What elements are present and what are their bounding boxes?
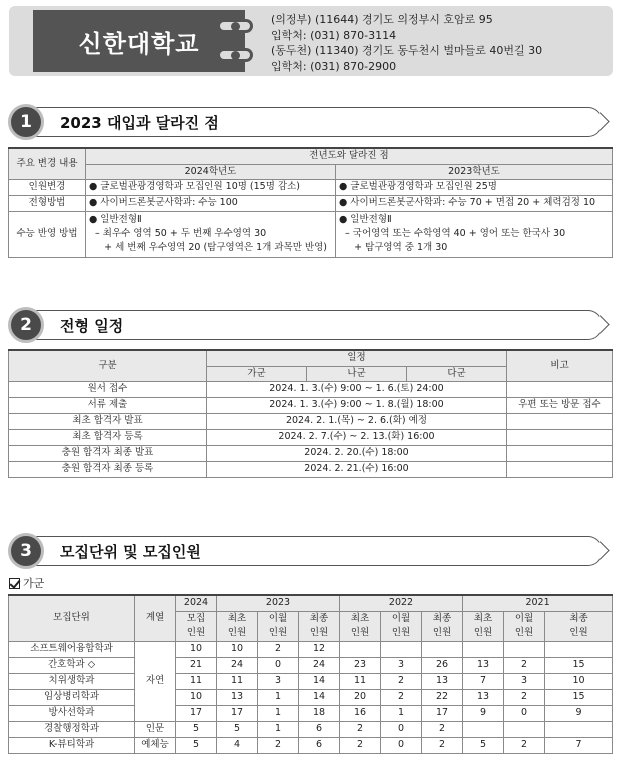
value-cell: 2 (340, 721, 381, 737)
value-cell: 2 (258, 641, 299, 657)
schedule-table (8, 349, 613, 478)
value-cell: 7 (545, 737, 613, 753)
page-header (9, 6, 613, 76)
value-cell: 6 (299, 737, 340, 753)
value-cell: 13 (463, 657, 504, 673)
col-header-group: 전년도와 달라진 점 (86, 148, 613, 164)
checkbox-icon (9, 578, 20, 589)
value-cell: 5 (217, 721, 258, 737)
col-header-note: 비고 (507, 350, 613, 381)
table-row: 서류 제출 2024. 1. 3.(수) 9:00 ~ 1. 8.(월) 18:00 우편 또는 방문 접수 (9, 397, 613, 413)
value-cell: 2 (504, 657, 545, 673)
value-cell (504, 721, 545, 737)
value-cell: 16 (340, 705, 381, 721)
value-cell: 11 (176, 673, 217, 689)
col-header-2023: 2023 (217, 595, 340, 611)
value-cell: 3 (504, 673, 545, 689)
unit-cell: 치위생학과 (9, 673, 135, 689)
section-title: 모집단위 및 모집인원 (60, 543, 201, 561)
table-row (9, 737, 613, 753)
table-row (9, 657, 613, 673)
unit-cell: 방사선학과 (9, 705, 135, 721)
unit-cell: 임상병리학과 (9, 689, 135, 705)
value-cell: 2 (504, 689, 545, 705)
value-cell: 2 (504, 737, 545, 753)
value-cell: 10 (545, 673, 613, 689)
value-cell: 9 (463, 705, 504, 721)
unit-cell: 간호학과 ◇ (9, 657, 135, 673)
value-cell: 3 (381, 657, 422, 673)
table-row: 전형방법 ● 사이버드론봇군사학과: 수능 100 ● 사이버드론봇군사학과: 수능 70 + 면접 20 + 체력검정 10 (9, 195, 613, 211)
table-row: 충원 합격자 최종 등록 2024. 2. 21.(수) 16:00 (9, 461, 613, 477)
value-cell: 1 (381, 705, 422, 721)
unit-cell: 소프트웨어융합학과 (9, 641, 135, 657)
col-header-item: 주요 변경 내용 (9, 148, 86, 179)
value-cell: 11 (217, 673, 258, 689)
table-row (9, 689, 613, 705)
value-cell: 3 (258, 673, 299, 689)
table-row: 최초 합격자 등록 2024. 2. 7.(수) ~ 2. 13.(화) 16:00 (9, 429, 613, 445)
col-header-unit: 모집단위 (9, 595, 135, 641)
table-row (9, 721, 613, 737)
binder-dot-icon (231, 22, 240, 31)
value-cell: 2 (258, 737, 299, 753)
unit-cell: K-뷰티학과 (9, 737, 135, 753)
table-row (9, 673, 613, 689)
value-cell: 5 (463, 737, 504, 753)
value-cell: 13 (463, 689, 504, 705)
value-cell: 12 (299, 641, 340, 657)
col-header-da: 다군 (407, 366, 507, 381)
contact-info (271, 12, 542, 74)
col-header-2024: 2024학년도 (86, 164, 336, 179)
quota-table: 모집단위 계열 2024 2023 2022 2021 모집 인원 최초 인원 이월 인원 최종 인원 최초 인원 이월 인원 최종 인원 최초 인원 이월 인원 최종 인원 소프트웨어융합학과 자연 10 10 2 12 간호학과 ◇ 21 24 0 24 23 3 26 13 2 15 치위생학과 11 11 3 14 11 2 13 7 3 10 임상병리학과 10 13 1 14 20 2 22 13 2 15 방사선학과 17 17 1 18 16 1 17 9 0 9 경찰행정학과 인문 5 5 1 6 2 0 2 K-뷰티학과 예체능 5 4 2 6 2 0 2 5 2 7 (8, 594, 613, 754)
group-label: 가군 (9, 575, 44, 591)
section-1-heading (8, 107, 612, 137)
changes-table (8, 147, 613, 258)
value-cell: 10 (176, 641, 217, 657)
table-row (9, 641, 613, 657)
value-cell: 2 (340, 737, 381, 753)
value-cell (545, 641, 613, 657)
value-cell: 21 (176, 657, 217, 673)
value-cell (381, 641, 422, 657)
value-cell: 23 (340, 657, 381, 673)
value-cell: 2 (381, 689, 422, 705)
value-cell: 14 (299, 689, 340, 705)
value-cell: 26 (422, 657, 463, 673)
track-cell: 자연 (135, 641, 176, 721)
table-row: 충원 합격자 최종 발표 2024. 2. 20.(수) 18:00 (9, 445, 613, 461)
value-cell: 0 (258, 657, 299, 673)
col-header-schedule: 일정 (207, 350, 507, 366)
value-cell: 1 (258, 721, 299, 737)
value-cell (422, 641, 463, 657)
value-cell: 2 (422, 721, 463, 737)
phone-1: 입학처: (031) 870-3114 (271, 28, 397, 42)
value-cell: 7 (463, 673, 504, 689)
table-row: 최초 합격자 발표 2024. 2. 1.(목) ~ 2. 6.(화) 예정 (9, 413, 613, 429)
value-cell: 1 (258, 689, 299, 705)
table-row: 인원변경 ● 글로벌관광경영학과 모집인원 10명 (15명 감소) ● 글로벌관광경영학과 모집인원 25명 (9, 179, 613, 195)
campus-address-1: (의정부) (11644) 경기도 의정부시 호암로 95 (271, 13, 493, 26)
value-cell: 0 (381, 721, 422, 737)
value-cell: 14 (299, 673, 340, 689)
col-header-2024: 2024 (176, 595, 217, 611)
value-cell: 2 (422, 737, 463, 753)
col-header-2023: 2023학년도 (336, 164, 613, 179)
value-cell (340, 641, 381, 657)
section-number-badge: 2 (8, 307, 44, 343)
value-cell: 1 (258, 705, 299, 721)
value-cell: 4 (217, 737, 258, 753)
col-header-2022: 2022 (340, 595, 463, 611)
table-row: 수능 반영 방법 ● 일반전형Ⅱ – 최우수 영역 50 + 두 번째 우수영역 30 + 세 번째 우수영역 20 (탐구영역은 1개 과목만 반영) ● 일반전형Ⅱ – 국어영역 또는 수학영역 40 + 영어 또는 한국사 30 + 탐구영역 중 1개 30 (9, 211, 613, 257)
value-cell: 24 (299, 657, 340, 673)
value-cell: 15 (545, 657, 613, 673)
value-cell: 2 (381, 673, 422, 689)
section-number-badge: 1 (8, 104, 44, 140)
value-cell: 6 (299, 721, 340, 737)
section-title: 전형 일정 (60, 317, 124, 335)
value-cell: 17 (217, 705, 258, 721)
phone-2: 입학처: (031) 870-2900 (271, 59, 397, 73)
table-row (9, 705, 613, 721)
value-cell: 0 (381, 737, 422, 753)
value-cell: 13 (217, 689, 258, 705)
value-cell (545, 721, 613, 737)
section-3-heading (8, 536, 612, 566)
unit-cell: 경찰행정학과 (9, 721, 135, 737)
value-cell: 10 (217, 641, 258, 657)
value-cell: 5 (176, 721, 217, 737)
binder-dot-icon (231, 51, 240, 60)
value-cell (463, 641, 504, 657)
track-cell: 예체능 (135, 737, 176, 753)
value-cell: 11 (340, 673, 381, 689)
value-cell: 13 (422, 673, 463, 689)
section-number-badge: 3 (8, 533, 44, 569)
col-header-ga: 가군 (207, 366, 307, 381)
value-cell: 24 (217, 657, 258, 673)
value-cell (463, 721, 504, 737)
value-cell: 20 (340, 689, 381, 705)
section-title: 2023 대입과 달라진 점 (60, 114, 219, 132)
campus-address-2: (동두천) (11340) 경기도 동두천시 벌마들로 40번길 30 (271, 44, 543, 57)
value-cell (504, 641, 545, 657)
table-row: 원서 접수 2024. 1. 3.(수) 9:00 ~ 1. 6.(토) 24:00 (9, 381, 613, 397)
col-header-na: 나군 (307, 366, 407, 381)
value-cell: 18 (299, 705, 340, 721)
university-name: 신한대학교 (33, 10, 245, 72)
value-cell: 5 (176, 737, 217, 753)
value-cell: 10 (176, 689, 217, 705)
value-cell: 17 (176, 705, 217, 721)
col-header-division: 구분 (9, 350, 207, 381)
section-2-heading (8, 310, 612, 340)
value-cell: 17 (422, 705, 463, 721)
value-cell: 9 (545, 705, 613, 721)
col-header-track: 계열 (135, 595, 176, 641)
value-cell: 0 (504, 705, 545, 721)
track-cell: 인문 (135, 721, 176, 737)
value-cell: 15 (545, 689, 613, 705)
value-cell: 22 (422, 689, 463, 705)
col-header-2021: 2021 (463, 595, 613, 611)
